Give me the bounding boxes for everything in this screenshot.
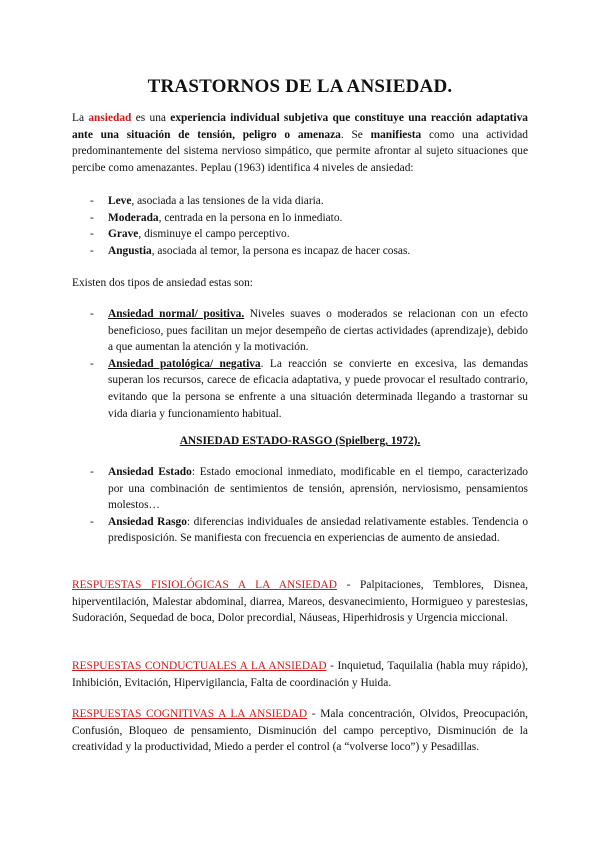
level-name: Moderada xyxy=(108,211,159,224)
level-text: , asociada a las tensiones de la vida diaria. xyxy=(131,195,324,207)
intro-text: . Se xyxy=(340,128,363,141)
type-text: . La reacción se convierte en excesiva, las demandas superan los recursos, carece de eficacia adaptativa, y puede provocar el resultado contrario, evitando que la persona se enfrente a una situación determinada llegando a trastornar su vida diaria y funcionamiento habitual. xyxy=(108,357,529,420)
type-name: Ansiedad normal/ positiva. xyxy=(108,308,245,320)
list-item xyxy=(72,210,528,227)
list-item xyxy=(72,514,528,547)
intro-text: como una actividad predominantemente del sistema nervioso simpático, que permite afrontar al sujeto situaciones que percibe como amenazantes. Peplau (1963) identifica 4 niveles de ansiedad: xyxy=(72,128,528,174)
level-text: , centrada en la persona en lo inmediato. xyxy=(158,211,343,224)
behavioral-responses xyxy=(72,658,528,691)
intro-paragraph xyxy=(72,110,528,176)
cognitive-responses xyxy=(72,706,528,756)
list-item xyxy=(72,464,528,514)
level-text: , asociada al temor, la persona es incapaz de hacer cosas. xyxy=(151,244,411,257)
ansiedad-term: ansiedad xyxy=(88,112,132,124)
list-item xyxy=(72,243,528,260)
level-name: Angustia xyxy=(108,244,152,257)
type-name: Ansiedad patológica/ negativa xyxy=(108,357,261,370)
manifiesta-term: manifiesta xyxy=(370,128,422,141)
response-text: - Mala concentración, Olvidos, Preocupación, Confusión, Bloqueo de pensamiento, Disminución del campo perceptivo, Disminución de la creatividad y la productividad, Miedo a perder el control (a “volverse loco”) y Pesadillas. xyxy=(72,708,528,754)
types-intro: Existen dos tipos de ansiedad estas son: xyxy=(72,277,253,289)
level-text: , disminuye el campo perceptivo. xyxy=(138,228,290,241)
response-text: - Inquietud, Taquilalia (habla muy rápido), Inhibición, Evitación, Hipervigilancia, Falta de coordinación y Huida. xyxy=(72,660,528,689)
state-trait-heading: ANSIEDAD ESTADO-RASGO (Spielberg, 1972). xyxy=(179,435,421,447)
type-text: Niveles suaves o moderados se relacionan con un efecto beneficioso, pues facilitan un mejor desempeño de ciertas actividades (aprendizaje), debido a que aumentan la atención y la motivación. xyxy=(108,308,528,354)
level-name: Leve xyxy=(108,195,132,207)
response-heading: RESPUESTAS COGNITIVAS A LA ANSIEDAD xyxy=(72,708,308,720)
intro-text: La xyxy=(72,112,85,124)
ansiedad-definition: experiencia individual subjetiva que constituye una reacción adaptativa ante una situación de tensión, peligro o amenaza xyxy=(72,112,528,141)
intro-text: es una xyxy=(135,112,166,124)
list-item xyxy=(72,356,528,422)
state-text: : Estado emocional inmediato, modificable en el tiempo, caracterizado por una combinación de sentimientos de tensión, aprensión, nerviosismo, pensamientos molestos… xyxy=(108,466,529,512)
level-name: Grave xyxy=(108,228,139,241)
anxiety-levels-list xyxy=(72,193,528,259)
state-name: Ansiedad Rasgo xyxy=(108,515,187,528)
list-item xyxy=(72,306,528,356)
physiological-responses xyxy=(72,577,528,627)
anxiety-types-list xyxy=(72,306,528,422)
state-text: : diferencias individuales de ansiedad relativamente estables. Tendencia o predisposición. Se manifiesta con frecuencia en experiencias de aumento de ansiedad. xyxy=(108,515,529,545)
response-heading: RESPUESTAS FISIOLÓGICAS A LA ANSIEDAD xyxy=(72,579,337,591)
state-name: Ansiedad Estado xyxy=(108,466,192,478)
list-item xyxy=(72,226,528,243)
state-trait-list xyxy=(72,464,528,547)
page-title: TRASTORNOS DE LA ANSIEDAD. xyxy=(147,76,453,97)
list-item xyxy=(72,193,528,210)
response-heading: RESPUESTAS CONDUCTUALES A LA ANSIEDAD xyxy=(72,660,327,672)
response-text: - Palpitaciones, Temblores, Disnea, hiperventilación, Malestar abdominal, diarrea, Mareos, desvanecimiento, Hormigueo y parestesias, Sudoración, Sequedad de boca, Dolor precordial, Náuseas, Hiperhidrosis y Urgencia miccional. xyxy=(72,579,528,625)
